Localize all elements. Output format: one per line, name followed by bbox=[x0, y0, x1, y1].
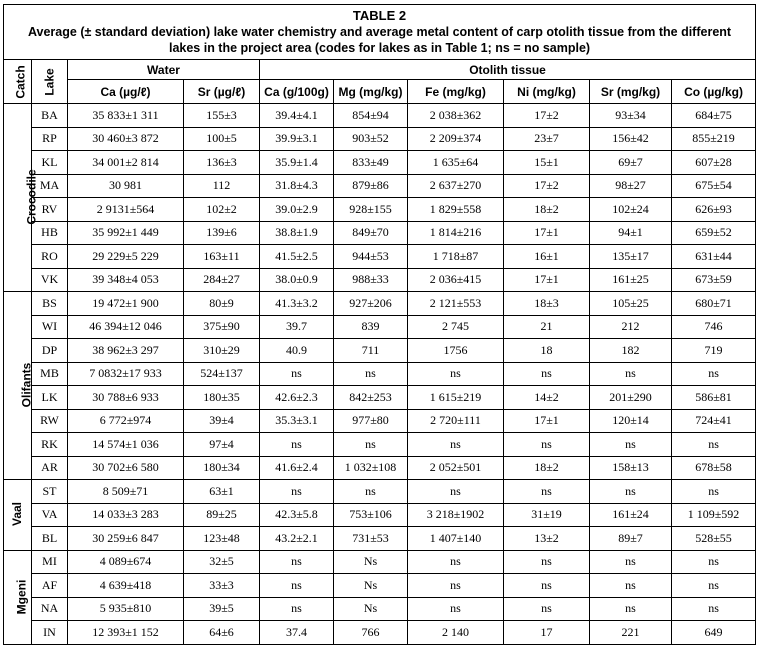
table-cell: 180±35 bbox=[184, 386, 260, 410]
table-cell: 42.6±2.3 bbox=[260, 386, 334, 410]
table-cell: 212 bbox=[590, 315, 672, 339]
table-cell: ns bbox=[408, 574, 504, 598]
table-cell: 524±137 bbox=[184, 362, 260, 386]
table-cell: 2 720±111 bbox=[408, 409, 504, 433]
table-row bbox=[4, 292, 756, 316]
table-cell: 97±4 bbox=[184, 433, 260, 457]
table-cell: ns bbox=[504, 574, 590, 598]
table-cell: 156±42 bbox=[590, 127, 672, 151]
table-cell: 3 218±1902 bbox=[408, 503, 504, 527]
table-cell: 89±25 bbox=[184, 503, 260, 527]
table-cell: 32±5 bbox=[184, 550, 260, 574]
table-cell: ns bbox=[590, 550, 672, 574]
table-row bbox=[4, 409, 756, 433]
table-cell: 136±3 bbox=[184, 151, 260, 175]
lake-code-cell: MA bbox=[32, 174, 68, 198]
table-row bbox=[4, 597, 756, 621]
table-cell: 31±19 bbox=[504, 503, 590, 527]
table-cell: 724±41 bbox=[672, 409, 756, 433]
table-cell: 41.6±2.4 bbox=[260, 456, 334, 480]
table-cell: 833±49 bbox=[334, 151, 408, 175]
table-cell: 586±81 bbox=[672, 386, 756, 410]
table-cell: 14 033±3 283 bbox=[68, 503, 184, 527]
table-cell: 180±34 bbox=[184, 456, 260, 480]
table-cell: 7 0832±17 933 bbox=[68, 362, 184, 386]
lake-code-cell: BA bbox=[32, 104, 68, 128]
table-cell: 8 509±71 bbox=[68, 480, 184, 504]
table-row bbox=[4, 621, 756, 645]
table-cell: ns bbox=[590, 597, 672, 621]
table-cell: 30 460±3 872 bbox=[68, 127, 184, 151]
table-row bbox=[4, 456, 756, 480]
table-cell: 766 bbox=[334, 621, 408, 645]
table-row bbox=[4, 315, 756, 339]
table-cell: 139±6 bbox=[184, 221, 260, 245]
lake-code-cell: BS bbox=[32, 292, 68, 316]
table-cell: 80±9 bbox=[184, 292, 260, 316]
table-cell: 93±34 bbox=[590, 104, 672, 128]
table-cell: 2 209±374 bbox=[408, 127, 504, 151]
lake-code-cell: NA bbox=[32, 597, 68, 621]
table-cell: 1756 bbox=[408, 339, 504, 363]
table-cell: 35.3±3.1 bbox=[260, 409, 334, 433]
lake-code-cell: WI bbox=[32, 315, 68, 339]
table-cell: 839 bbox=[334, 315, 408, 339]
table-cell: 123±48 bbox=[184, 527, 260, 551]
table-cell: 38 962±3 297 bbox=[68, 339, 184, 363]
table-row bbox=[4, 362, 756, 386]
lake-code-cell: AR bbox=[32, 456, 68, 480]
table-cell: 680±71 bbox=[672, 292, 756, 316]
table-cell: ns bbox=[672, 574, 756, 598]
table-cell: 18±3 bbox=[504, 292, 590, 316]
lake-code-cell: ST bbox=[32, 480, 68, 504]
table-cell: 944±53 bbox=[334, 245, 408, 269]
table-cell: 1 635±64 bbox=[408, 151, 504, 175]
table-cell: 977±80 bbox=[334, 409, 408, 433]
table-cell: ns bbox=[504, 433, 590, 457]
table-cell: 33±3 bbox=[184, 574, 260, 598]
catch-group-label: Mgeni bbox=[4, 550, 32, 644]
table-cell: 161±25 bbox=[590, 268, 672, 292]
table-cell: 731±53 bbox=[334, 527, 408, 551]
table-cell: 30 788±6 933 bbox=[68, 386, 184, 410]
table-row bbox=[4, 339, 756, 363]
table-cell: 17 bbox=[504, 621, 590, 645]
table-cell: 17±2 bbox=[504, 174, 590, 198]
table-cell: 1 407±140 bbox=[408, 527, 504, 551]
column-header: Ca (g/100g) bbox=[260, 80, 334, 104]
table-cell: 35.9±1.4 bbox=[260, 151, 334, 175]
table-cell: 2 745 bbox=[408, 315, 504, 339]
table-cell: ns bbox=[672, 550, 756, 574]
table-cell: ns bbox=[590, 433, 672, 457]
table-cell: ns bbox=[334, 480, 408, 504]
table-row bbox=[4, 198, 756, 222]
table-caption bbox=[4, 5, 756, 60]
table-cell: 659±52 bbox=[672, 221, 756, 245]
table-cell: 35 992±1 449 bbox=[68, 221, 184, 245]
table-cell: 1 032±108 bbox=[334, 456, 408, 480]
table-cell: 18 bbox=[504, 339, 590, 363]
table-cell: 63±1 bbox=[184, 480, 260, 504]
table-cell: ns bbox=[408, 550, 504, 574]
table-row bbox=[4, 151, 756, 175]
table-cell: 30 702±6 580 bbox=[68, 456, 184, 480]
table-cell: 29 229±5 229 bbox=[68, 245, 184, 269]
table-cell: 163±11 bbox=[184, 245, 260, 269]
water-header: Water bbox=[68, 60, 260, 80]
table-cell: 2 121±553 bbox=[408, 292, 504, 316]
table-cell: ns bbox=[260, 574, 334, 598]
table-cell: ns bbox=[408, 597, 504, 621]
lake-code-cell: RK bbox=[32, 433, 68, 457]
table-cell: 23±7 bbox=[504, 127, 590, 151]
column-header: Fe (mg/kg) bbox=[408, 80, 504, 104]
table-cell: 711 bbox=[334, 339, 408, 363]
table-cell: 879±86 bbox=[334, 174, 408, 198]
table-cell: 631±44 bbox=[672, 245, 756, 269]
table-cell: 375±90 bbox=[184, 315, 260, 339]
table-cell: 34 001±2 814 bbox=[68, 151, 184, 175]
table-cell: 46 394±12 046 bbox=[68, 315, 184, 339]
table-cell: 38.8±1.9 bbox=[260, 221, 334, 245]
table-cell: 13±2 bbox=[504, 527, 590, 551]
table-cell: 6 772±974 bbox=[68, 409, 184, 433]
table-cell: 102±2 bbox=[184, 198, 260, 222]
table-cell: 1 615±219 bbox=[408, 386, 504, 410]
table-cell: 673±59 bbox=[672, 268, 756, 292]
column-header: Ca (µg/ℓ) bbox=[68, 80, 184, 104]
table-row bbox=[4, 245, 756, 269]
table-cell: 40.9 bbox=[260, 339, 334, 363]
table-cell: ns bbox=[672, 480, 756, 504]
table-cell: 112 bbox=[184, 174, 260, 198]
table-cell: 18±2 bbox=[504, 456, 590, 480]
table-cell: 2 637±270 bbox=[408, 174, 504, 198]
table-cell: ns bbox=[590, 480, 672, 504]
table-cell: ns bbox=[672, 362, 756, 386]
table-cell: 221 bbox=[590, 621, 672, 645]
table-cell: 684±75 bbox=[672, 104, 756, 128]
table-cell: 17±1 bbox=[504, 409, 590, 433]
table-cell: 626±93 bbox=[672, 198, 756, 222]
table-cell: 89±7 bbox=[590, 527, 672, 551]
table-cell: 528±55 bbox=[672, 527, 756, 551]
table-cell: Ns bbox=[334, 574, 408, 598]
table-cell: 17±1 bbox=[504, 221, 590, 245]
table-cell: 903±52 bbox=[334, 127, 408, 151]
table-cell: 120±14 bbox=[590, 409, 672, 433]
table-cell: 678±58 bbox=[672, 456, 756, 480]
table-cell: 17±2 bbox=[504, 104, 590, 128]
table-cell: 161±24 bbox=[590, 503, 672, 527]
column-header: Sr (mg/kg) bbox=[590, 80, 672, 104]
table-cell: 4 639±418 bbox=[68, 574, 184, 598]
table-cell: ns bbox=[408, 480, 504, 504]
table-cell: ns bbox=[334, 433, 408, 457]
table-cell: ns bbox=[408, 433, 504, 457]
table-cell: 15±1 bbox=[504, 151, 590, 175]
table-row bbox=[4, 174, 756, 198]
table-cell: 12 393±1 152 bbox=[68, 621, 184, 645]
table-cell: 2 9131±564 bbox=[68, 198, 184, 222]
catch-group-label: Olifants bbox=[4, 292, 32, 480]
column-header: Sr (µg/ℓ) bbox=[184, 80, 260, 104]
table-cell: 18±2 bbox=[504, 198, 590, 222]
table-cell: 5 935±810 bbox=[68, 597, 184, 621]
column-header: Mg (mg/kg) bbox=[334, 80, 408, 104]
table-cell: 43.2±2.1 bbox=[260, 527, 334, 551]
column-header: Ni (mg/kg) bbox=[504, 80, 590, 104]
table-row bbox=[4, 550, 756, 574]
table-cell: 102±24 bbox=[590, 198, 672, 222]
table-cell: ns bbox=[590, 574, 672, 598]
table-cell: 39±5 bbox=[184, 597, 260, 621]
table-cell: 135±17 bbox=[590, 245, 672, 269]
table-cell: 98±27 bbox=[590, 174, 672, 198]
table-cell: 649 bbox=[672, 621, 756, 645]
lake-code-cell: RP bbox=[32, 127, 68, 151]
table-cell: ns bbox=[504, 362, 590, 386]
table-cell: 19 472±1 900 bbox=[68, 292, 184, 316]
table-cell: 719 bbox=[672, 339, 756, 363]
table-cell: 746 bbox=[672, 315, 756, 339]
table-cell: 39 348±4 053 bbox=[68, 268, 184, 292]
table-cell: ns bbox=[260, 550, 334, 574]
table-cell: 675±54 bbox=[672, 174, 756, 198]
table-cell: 842±253 bbox=[334, 386, 408, 410]
lake-code-cell: RW bbox=[32, 409, 68, 433]
table-title: TABLE 2 bbox=[352, 8, 407, 23]
lake-code-cell: LK bbox=[32, 386, 68, 410]
table-cell: 94±1 bbox=[590, 221, 672, 245]
lake-code-cell: MI bbox=[32, 550, 68, 574]
table-cell: 2 038±362 bbox=[408, 104, 504, 128]
table-cell: 37.4 bbox=[260, 621, 334, 645]
table-cell: 14 574±1 036 bbox=[68, 433, 184, 457]
table-cell: ns bbox=[672, 597, 756, 621]
lake-header: Lake bbox=[32, 60, 68, 104]
table-cell: 855±219 bbox=[672, 127, 756, 151]
catch-group-label: Crocodile bbox=[4, 104, 32, 292]
table-cell: 928±155 bbox=[334, 198, 408, 222]
column-header: Co (µg/kg) bbox=[672, 80, 756, 104]
table-cell: 284±27 bbox=[184, 268, 260, 292]
table-cell: ns bbox=[408, 362, 504, 386]
lake-code-cell: IN bbox=[32, 621, 68, 645]
lake-code-cell: VA bbox=[32, 503, 68, 527]
table-cell: 21 bbox=[504, 315, 590, 339]
table-cell: 41.5±2.5 bbox=[260, 245, 334, 269]
table-cell: 182 bbox=[590, 339, 672, 363]
table-cell: ns bbox=[504, 550, 590, 574]
catch-group-label: Vaal bbox=[4, 480, 32, 551]
lake-code-cell: BL bbox=[32, 527, 68, 551]
table-row bbox=[4, 574, 756, 598]
table-cell: 39±4 bbox=[184, 409, 260, 433]
table-cell: ns bbox=[260, 597, 334, 621]
table-cell: 2 036±415 bbox=[408, 268, 504, 292]
table-cell: 41.3±3.2 bbox=[260, 292, 334, 316]
lake-code-cell: HB bbox=[32, 221, 68, 245]
lake-code-cell: KL bbox=[32, 151, 68, 175]
otolith-header: Otolith tissue bbox=[260, 60, 756, 80]
table-row bbox=[4, 268, 756, 292]
table-cell: 69±7 bbox=[590, 151, 672, 175]
table-cell: 35 833±1 311 bbox=[68, 104, 184, 128]
lake-code-cell: RV bbox=[32, 198, 68, 222]
lake-code-cell: MB bbox=[32, 362, 68, 386]
table-row bbox=[4, 527, 756, 551]
table-row bbox=[4, 503, 756, 527]
table-cell: ns bbox=[334, 362, 408, 386]
table-cell: 753±106 bbox=[334, 503, 408, 527]
table-cell: 1 718±87 bbox=[408, 245, 504, 269]
table-row bbox=[4, 221, 756, 245]
caption-line-2: lakes in the project area (codes for lakes as in Table 1; ns = no sample) bbox=[168, 41, 591, 55]
table-cell: 105±25 bbox=[590, 292, 672, 316]
table-cell: ns bbox=[504, 597, 590, 621]
data-table bbox=[3, 4, 756, 645]
table-cell: 854±94 bbox=[334, 104, 408, 128]
table-cell: 310±29 bbox=[184, 339, 260, 363]
lake-code-cell: AF bbox=[32, 574, 68, 598]
table-cell: 14±2 bbox=[504, 386, 590, 410]
table-cell: 1 109±592 bbox=[672, 503, 756, 527]
table-cell: 201±290 bbox=[590, 386, 672, 410]
table-cell: 30 981 bbox=[68, 174, 184, 198]
table-cell: 1 814±216 bbox=[408, 221, 504, 245]
table-cell: 39.7 bbox=[260, 315, 334, 339]
lake-code-cell: RO bbox=[32, 245, 68, 269]
table-cell: 2 052±501 bbox=[408, 456, 504, 480]
table-cell: 100±5 bbox=[184, 127, 260, 151]
table-cell: ns bbox=[260, 480, 334, 504]
lake-code-cell: DP bbox=[32, 339, 68, 363]
catch-header: Catch bbox=[4, 60, 32, 104]
table-row bbox=[4, 480, 756, 504]
table-cell: 31.8±4.3 bbox=[260, 174, 334, 198]
table-row bbox=[4, 433, 756, 457]
table-cell: Ns bbox=[334, 550, 408, 574]
table-cell: ns bbox=[260, 362, 334, 386]
table-cell: 988±33 bbox=[334, 268, 408, 292]
table-cell: 607±28 bbox=[672, 151, 756, 175]
table-cell: 155±3 bbox=[184, 104, 260, 128]
table-cell: ns bbox=[504, 480, 590, 504]
table-cell: 158±13 bbox=[590, 456, 672, 480]
table-row bbox=[4, 104, 756, 128]
table-cell: 17±1 bbox=[504, 268, 590, 292]
caption-line-1: Average (± standard deviation) lake water chemistry and average metal content of carp otolith tissue from the different bbox=[27, 25, 732, 39]
table-row bbox=[4, 386, 756, 410]
table-cell: ns bbox=[260, 433, 334, 457]
table-cell: ns bbox=[672, 433, 756, 457]
table-cell: 16±1 bbox=[504, 245, 590, 269]
table-cell: 849±70 bbox=[334, 221, 408, 245]
table-cell: 42.3±5.8 bbox=[260, 503, 334, 527]
table-cell: 38.0±0.9 bbox=[260, 268, 334, 292]
table-cell: 927±206 bbox=[334, 292, 408, 316]
table-cell: 39.0±2.9 bbox=[260, 198, 334, 222]
table-cell: 39.4±4.1 bbox=[260, 104, 334, 128]
lake-code-cell: VK bbox=[32, 268, 68, 292]
table-cell: Ns bbox=[334, 597, 408, 621]
table-cell: 39.9±3.1 bbox=[260, 127, 334, 151]
table-cell: 64±6 bbox=[184, 621, 260, 645]
table-cell: 30 259±6 847 bbox=[68, 527, 184, 551]
table-cell: 2 140 bbox=[408, 621, 504, 645]
table-cell: 1 829±558 bbox=[408, 198, 504, 222]
table-cell: 4 089±674 bbox=[68, 550, 184, 574]
table-row bbox=[4, 127, 756, 151]
table-cell: ns bbox=[590, 362, 672, 386]
